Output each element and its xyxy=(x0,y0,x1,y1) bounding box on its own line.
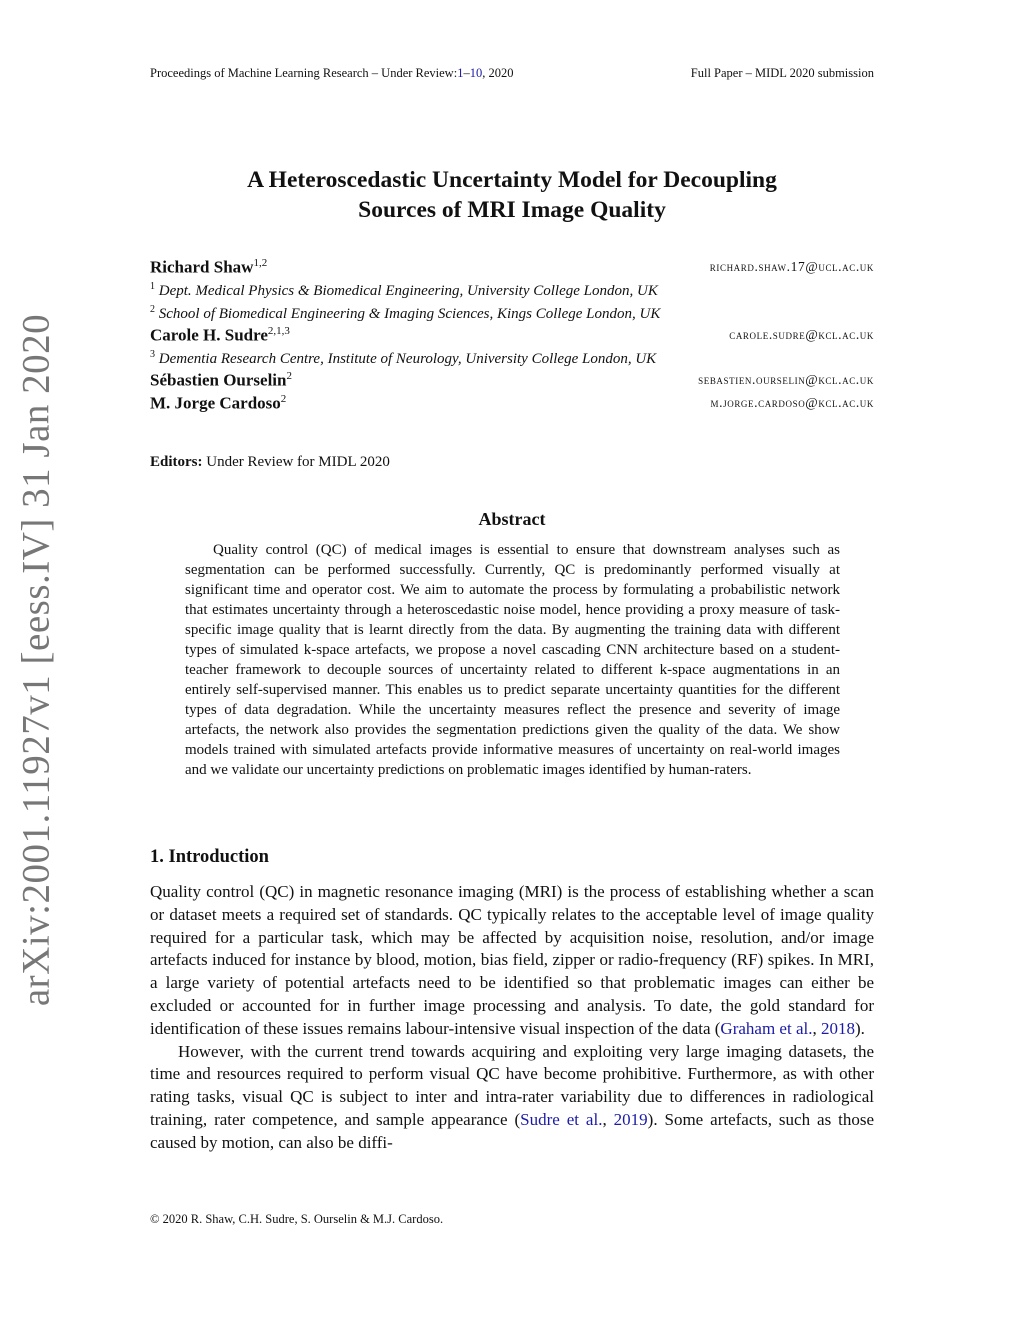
author-row-ourselin xyxy=(150,370,874,392)
author-row-shaw xyxy=(150,257,874,279)
author-name: Carole H. Sudre$^{2,1,3}$ xyxy=(150,325,290,345)
abstract-heading: Abstract xyxy=(478,509,546,529)
citation-sudre[interactable]: Sudre et al. xyxy=(520,1109,603,1129)
author-email[interactable]: richard.shaw.17@ucl.ac.uk xyxy=(709,259,874,274)
author-email[interactable]: m.jorge.cardoso@kcl.ac.uk xyxy=(710,395,874,410)
author-email[interactable]: carole.sudre@kcl.ac.uk xyxy=(729,327,874,342)
author-row-cardoso xyxy=(150,393,874,415)
abstract-body xyxy=(185,540,840,780)
citation-sudre-year[interactable]: 2019 xyxy=(613,1109,648,1129)
citation-graham-year[interactable]: 2018 xyxy=(820,1018,855,1038)
pages-start-link[interactable]: 1 xyxy=(457,66,464,80)
paper-title: A Heteroscedastic Uncertainty Model for Decoupling Sources of MRI Image Quality xyxy=(247,167,777,223)
paragraph-1: Quality control (QC) in magnetic resonance imaging (MRI) is the process of establishing whether a scan or dataset meets a required set of standards. QC typically relates to the acceptable level of image quality required for a particular task, which may be affected by acquisition noise, resolution, and/or image artefacts induced for instance by blood, motion, bias field, zipper or radio-frequency (RF) spikes. In MRI, a large variety of potential artefacts need to be identified so that problematic images can either be excluded or accounted for in further image processing and analysis. To date, the gold standard for identification of these issues remains labour-intensive visual inspection of the data (Graham et al., 2018). xyxy=(150,882,874,1038)
abstract-text: Quality control (QC) of medical images is essential to ensure that downstream analyses such as segmentation can be performed successfully. Currently, QC is predominantly performed visually at significant time and operator cost. We aim to automate the process by formulating a probabilistic network that estimates uncertainty through a heteroscedastic noise model, hence providing a proxy measure of task-specific image quality that is learnt directly from the data. By augmenting the training data with different types of simulated k-space artefacts, we propose a novel cascading CNN architecture based on a student-teacher framework to decouple sources of uncertainty related to different k-space augmentations in an entirely self-supervised manner. This enables us to predict separate uncertainty quantities for the different types of data degradation. While the uncertainty measures reflect the presence and severity of image artefacts, the network also provides the segmentation predictions given the quality of the data. We show models trained with simulated artefacts provide informative measures of uncertainty on real-world images and we validate our uncertainty predictions on problematic images identified by human-raters. xyxy=(185,542,840,778)
editors-line: Editors: Under Review for MIDL 2020 xyxy=(150,454,390,470)
arxiv-id: arXiv:2001.11927v1 [eess.IV] 31 Jan 2020 xyxy=(14,313,58,1007)
citation-graham[interactable]: Graham et al. xyxy=(720,1018,813,1038)
section-body xyxy=(150,881,874,1155)
running-header-left: Proceedings of Machine Learning Research – Under Review:1–10, 2020 xyxy=(150,66,514,80)
running-header-right: Full Paper – MIDL 2020 submission xyxy=(690,66,874,80)
pages-end-link[interactable]: 10 xyxy=(469,66,483,80)
affiliation-2: $^2$ School of Biomedical Engineering & Imaging Sciences, Kings College London, UK xyxy=(150,304,661,322)
author-name: Richard Shaw$^{1,2}$ xyxy=(150,257,268,277)
section-heading: 1. Introduction xyxy=(150,847,269,867)
author-row-sudre xyxy=(150,325,874,347)
paragraph-2: However, with the current trend towards acquiring and exploiting very large imaging datasets, the time and resources required to perform visual QC have become prohibitive. Furthermore, as with other rating tasks, visual QC is subject to inter and intra-rater variability due to differences in radiological training, rater competence, and sample appearance (Sudre et al., 2019). Some artefacts, such as those caused by motion, can also be diffi- xyxy=(150,1041,875,1152)
author-name: M. Jorge Cardoso$^2$ xyxy=(150,393,287,413)
copyright-footer: © 2020 R. Shaw, C.H. Sudre, S. Ourselin & M.J. Cardoso. xyxy=(150,1212,444,1226)
author-name: Sébastien Ourselin$^2$ xyxy=(150,370,292,390)
affiliation-1: $^1$ Dept. Medical Physics & Biomedical Engineering, University College London, UK xyxy=(150,281,658,299)
affiliation-3: $^3$ Dementia Research Centre, Institute of Neurology, University College London, UK xyxy=(150,349,657,367)
author-email[interactable]: sebastien.ourselin@kcl.ac.uk xyxy=(698,372,874,387)
